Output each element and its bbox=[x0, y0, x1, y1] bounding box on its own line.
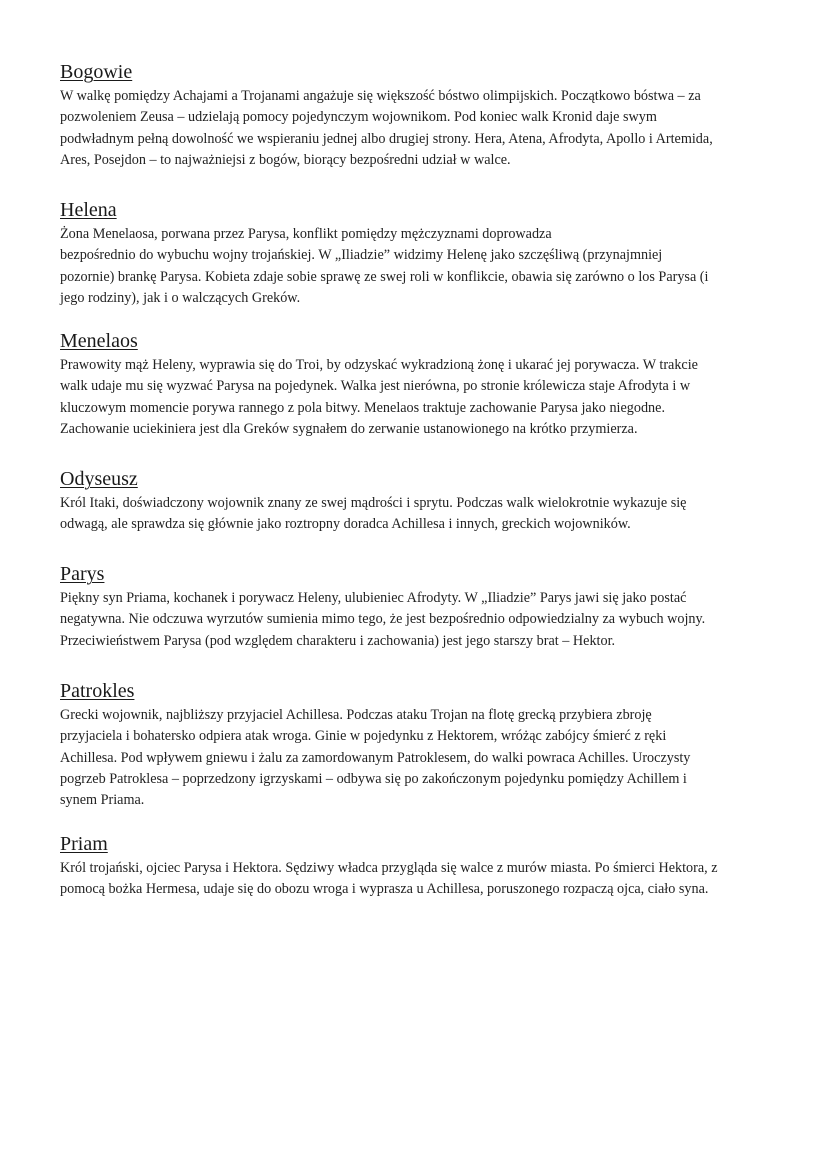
section-helena bbox=[60, 198, 780, 309]
paragraph-line: Achillesa. Pod wpływem gniewu i żalu za zamordowanym Patroklesem, do walki powraca Achilles. Uroczysty bbox=[60, 749, 691, 766]
paragraph-line: walk udaje mu się wyzwać Parysa na pojedynek. Walka jest nierówna, po stronie królewicza staje Afrodyta i w bbox=[60, 378, 691, 395]
paragraph-line: podwładnym pełną dowolność we wspieraniu jednej albo drugiej strony. Hera, Atena, Afrodyta, Apollo i Artemida, bbox=[60, 130, 713, 147]
paragraph-line: odwagą, ale sprawdza się głównie jako roztropny doradca Achillesa i innych, greckich wojowników. bbox=[60, 516, 631, 533]
paragraph-line: W walkę pomiędzy Achajami a Trojanami angażuje się większość bóstwo olimpijskich. Początkowo bóstwa – za bbox=[60, 88, 701, 104]
section-heading: Priam bbox=[60, 833, 108, 855]
section-paragraph bbox=[60, 224, 780, 309]
paragraph-line: Żona Menelaosa, porwana przez Parysa, konflikt pomiędzy mężczyznami doprowadza bbox=[60, 226, 552, 242]
paragraph-line: Król Itaki, doświadczony wojownik znany ze swej mądrości i sprytu. Podczas walk wielokrotnie wykazuje się bbox=[60, 495, 687, 511]
section-paragraph bbox=[60, 588, 780, 652]
paragraph-line: Ares, Posejdon – to najważniejsi z bogów, biorący bezpośredni udział w walce. bbox=[60, 151, 511, 168]
section-bogowie bbox=[60, 60, 780, 171]
paragraph-line: pozornie) brankę Parysa. Kobieta zdaje sobie sprawę ze swej roli w konflikcie, obawia się zarówno o los Parysa (i bbox=[60, 268, 709, 285]
section-parys bbox=[60, 562, 780, 652]
section-heading: Patrokles bbox=[60, 680, 135, 702]
section-menelaos bbox=[60, 329, 780, 440]
section-paragraph bbox=[60, 705, 780, 811]
paragraph-line: Przeciwieństwem Parysa (pod względem charakteru i zachowania) jest jego starszy brat – Hektor. bbox=[60, 632, 616, 649]
section-priam bbox=[60, 832, 780, 901]
paragraph-line: Grecki wojownik, najbliższy przyjaciel Achillesa. Podczas ataku Trojan na flotę grecką przybiera zbroję bbox=[60, 707, 652, 723]
paragraph-line: negatywna. Nie odczuwa wyrzutów sumienia mimo tego, że jest bezpośrednio odpowiedzialny za wybuch wojny. bbox=[60, 611, 706, 628]
paragraph-line: jego rodziny), jak i o walczących Greków. bbox=[60, 289, 301, 306]
section-odyseusz bbox=[60, 467, 780, 536]
section-heading: Parys bbox=[60, 563, 105, 585]
section-paragraph bbox=[60, 355, 780, 440]
paragraph-line: Zachowanie uciekiniera jest dla Greków sygnałem do zerwanie ustanowionego na krótko przymierza. bbox=[60, 420, 638, 437]
section-paragraph bbox=[60, 493, 780, 536]
section-heading: Bogowie bbox=[60, 61, 133, 83]
paragraph-line: Piękny syn Priama, kochanek i porywacz Heleny, ulubieniec Afrodyty. W „Iliadzie” Parys jawi się jako postać bbox=[60, 590, 687, 606]
section-heading: Helena bbox=[60, 199, 117, 221]
paragraph-line: pogrzeb Patroklesa – poprzedzony igrzyskami – odbywa się po zakończonym pojedynku pomiędzy Achillem i bbox=[60, 770, 687, 787]
paragraph-line: przyjaciela i bohatersko odpiera atak wroga. Ginie w pojedynku z Hektorem, wróżąc zabójcy śmierć z ręki bbox=[60, 728, 667, 745]
section-paragraph bbox=[60, 858, 780, 901]
paragraph-line: bezpośrednio do wybuchu wojny trojańskiej. W „Iliadzie” widzimy Helenę jako szczęśliwą (przynajmniej bbox=[60, 247, 663, 264]
paragraph-line: pomocą bożka Hermesa, udaje się do obozu wroga i wyprasza u Achillesa, poruszonego rozpaczą ojca, ciało syna. bbox=[60, 881, 709, 898]
paragraph-line: synem Priama. bbox=[60, 792, 145, 809]
section-heading: Odyseusz bbox=[60, 468, 138, 490]
section-patrokles bbox=[60, 679, 780, 811]
paragraph-line: Król trojański, ojciec Parysa i Hektora. Sędziwy władca przygląda się walce z murów miasta. Po śmierci Hektora, z bbox=[60, 860, 718, 876]
section-heading: Menelaos bbox=[60, 330, 138, 352]
section-paragraph bbox=[60, 86, 780, 171]
paragraph-line: pozwoleniem Zeusa – udzielają pomocy pojedynczym wojownikom. Pod koniec walk Kronid daje swym bbox=[60, 109, 657, 126]
paragraph-line: kluczowym momencie porywa rannego z pola bitwy. Menelaos traktuje zachowanie Parysa jako niegodne. bbox=[60, 399, 665, 416]
paragraph-line: Prawowity mąż Heleny, wyprawia się do Troi, by odzyskać wykradzioną żonę i ukarać jej porywacza. W trakcie bbox=[60, 357, 698, 373]
